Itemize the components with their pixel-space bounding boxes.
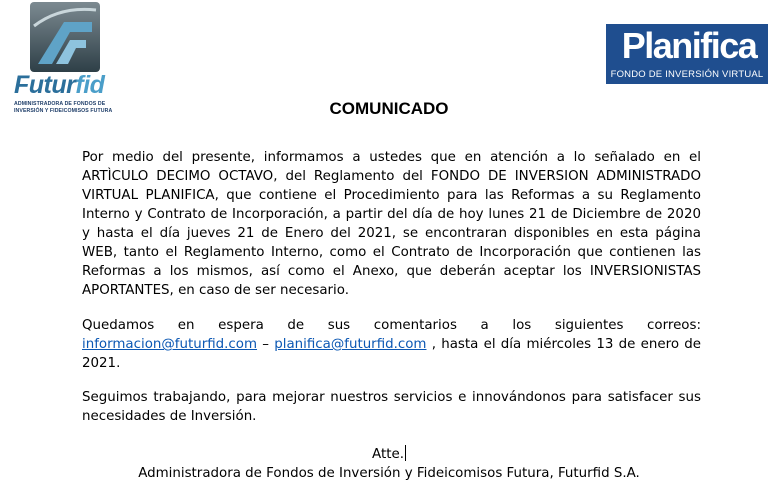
email-separator: –	[257, 337, 275, 352]
signature-line: Administradora de Fondos de Inversión y Fideicomisos Futura, Futurfid S.A.	[138, 466, 640, 481]
salutation-text: Atte.	[372, 447, 404, 462]
futurfid-wordmark: Futurfid	[14, 71, 105, 99]
text-cursor	[405, 445, 406, 461]
futurfid-tagline: ADMINISTRADORA DE FONDOS DE INVERSIÓN Y FIDEICOMISOS FUTURA	[14, 101, 113, 114]
page-title: COMUNICADO	[329, 99, 449, 118]
email-link-informacion[interactable]: informacion@futurfid.com	[82, 337, 258, 352]
announcement-paragraph: Por medio del presente, informamos a ustedes que en atención a lo señalado en el ARTÌCULO DECIMO OCTAVO, del Reglamento del FONDO DE INVERSION ADMINISTRADO VIRTUAL PLANIFICA, que contiene el Procedimiento para las Reformas a su Reglamento Interno y Contrato de Incorporación, a partir del día de hoy lunes 21 de Diciembre de 2020 y hasta el día jueves 21 de Enero del 2021, se encontraran disponibles en esta página WEB, tanto el Reglamento Interno, como el Contrato de Incorporación que contienen las Reformas a los mismos, así como el Anexo, que deberán aceptar los INVERSIONISTAS APORTANTES, en caso de ser necesario.	[82, 150, 701, 298]
planifica-logo	[606, 24, 768, 84]
closing-salutation	[0, 445, 778, 464]
contact-deadline-text: , hasta el día miércoles 13 de enero de 2021.	[82, 337, 701, 371]
planifica-wordmark: Planifica	[621, 25, 757, 66]
futurfid-emblem-icon	[30, 2, 100, 72]
planifica-subtitle: FONDO DE INVERSIÓN VIRTUAL	[610, 69, 764, 80]
contact-lead-text: Quedamos en espera de sus comentarios a los siguientes correos:	[82, 318, 701, 333]
email-link-planifica[interactable]: planifica@futurfid.com	[274, 337, 427, 352]
closing-paragraph: Seguimos trabajando, para mejorar nuestros servicios e innovándonos para satisfacer sus necesidades de Inversión.	[82, 390, 701, 424]
contact-paragraph	[82, 316, 701, 373]
